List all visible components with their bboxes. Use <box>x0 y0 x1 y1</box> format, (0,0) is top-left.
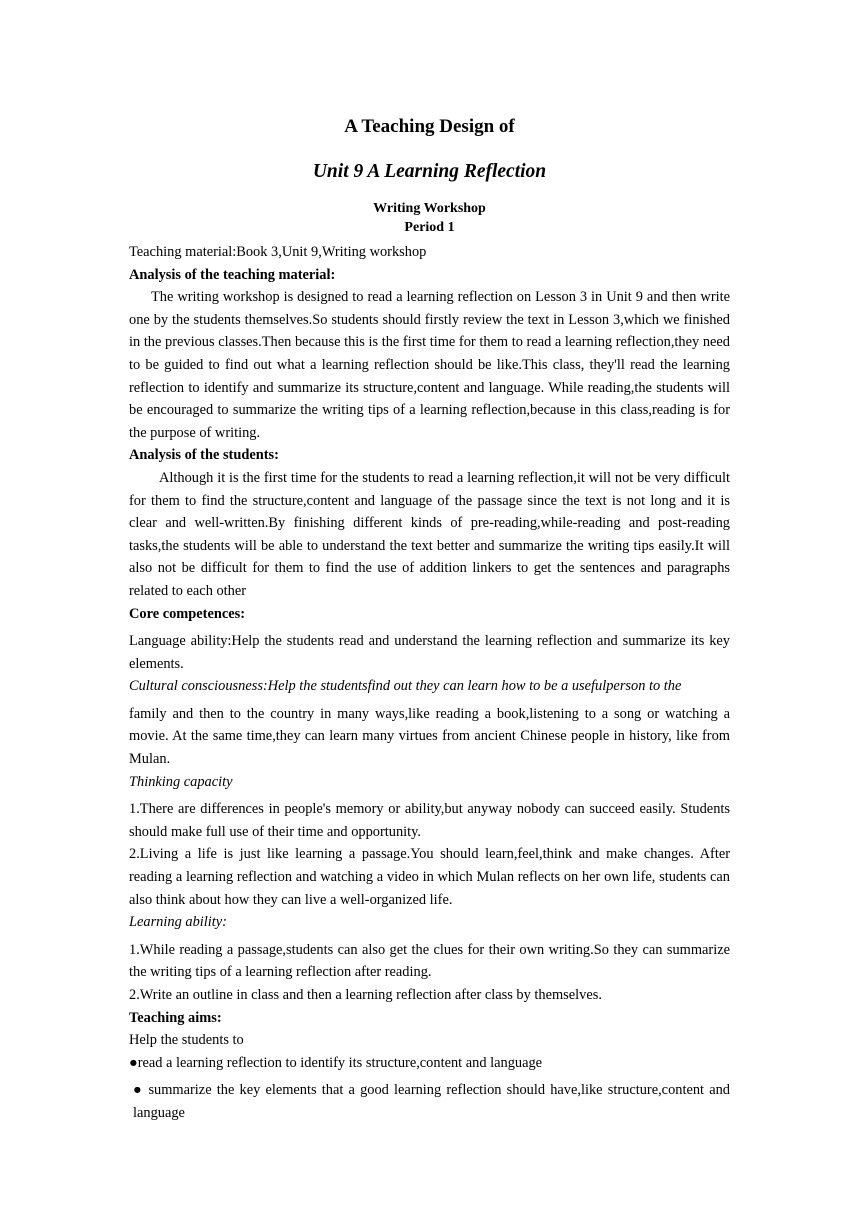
thinking-capacity-heading: Thinking capacity <box>129 773 233 790</box>
learning-point-2: 2.Write an outline in class and then a learning reflection after class by themselves. <box>129 987 602 1003</box>
language-ability-paragraph: Language ability:Help the students read and understand the learning reflection and summarize its key elements. <box>129 633 730 672</box>
teaching-aim-2: ● summarize the key elements that a good learning reflection should have,like structure,content and language <box>133 1082 730 1121</box>
analysis-students-heading: Analysis of the students: <box>129 447 279 464</box>
thinking-point-2: 2.Living a life is just like learning a passage.You should learn,feel,think and make changes. After reading a learning reflection and watching a video in which Mulan reflects on her own life, students can also think about how they can live a well-organized life. <box>129 846 730 908</box>
learning-ability-heading: Learning ability: <box>129 914 227 931</box>
analysis-students-paragraph: Although it is the first time for the students to read a learning reflection,it will not be very difficult for them to find the structure,content and language of the passage since the text is not long and it is clear and well-written.By finishing different kinds of pre-reading,while-reading and post-reading tasks,the students will be able to understand the text better and summarize the writing tips easily.It will also not be difficult for them to find the use of addition linkers to get the sentences and paragraphs related to each other <box>129 469 730 599</box>
document-title: A Teaching Design of <box>344 116 515 137</box>
document-body <box>129 241 730 1125</box>
teaching-aims-intro: Help the students to <box>129 1032 244 1049</box>
document-subtitle-unit: Unit 9 A Learning Reflection <box>312 161 547 182</box>
cultural-consciousness-line: Cultural consciousness:Help the studentsfind out they can learn how to be a usefulperson to the <box>129 678 682 695</box>
core-competences-heading: Core competences: <box>129 605 246 622</box>
learning-point-1: 1.While reading a passage,students can also get the clues for their own writing.So they can summarize the writing tips of a learning reflection after reading. <box>129 941 730 981</box>
analysis-material-heading: Analysis of the teaching material: <box>129 266 336 283</box>
teaching-aims-heading: Teaching aims: <box>129 1009 222 1026</box>
period-label: Period 1 <box>404 220 455 235</box>
analysis-material-paragraph: The writing workshop is designed to read a learning reflection on Lesson 3 in Unit 9 and then write one by the students themselves.So students should firstly review the text in Lesson 3,which we finished in the previous classes.Then because this is the first time for them to read a learning reflection,they need to be guided to find out what a learning reflection should be like.This class, they'll read the learning reflection to identify and summarize its structure,content and language. While reading,the students will be encouraged to summarize the writing tips of a learning reflection,because in this class,reading is for the purpose of writing. <box>129 289 730 441</box>
cultural-consciousness-paragraph: family and then to the country in many ways,like reading a book,listening to a song or watching a movie. At the same time,they can learn many virtues from ancient Chinese people in history, like from Mulan. <box>129 705 730 768</box>
teaching-material-line: Teaching material:Book 3,Unit 9,Writing workshop <box>129 244 427 260</box>
teaching-aim-1: ●read a learning reflection to identify its structure,content and language <box>129 1054 543 1071</box>
section-label: Writing Workshop <box>373 201 486 216</box>
thinking-point-1: 1.There are differences in people's memory or ability,but anyway nobody can succeed easily. Students should make full use of their time and opportunity. <box>129 801 730 840</box>
